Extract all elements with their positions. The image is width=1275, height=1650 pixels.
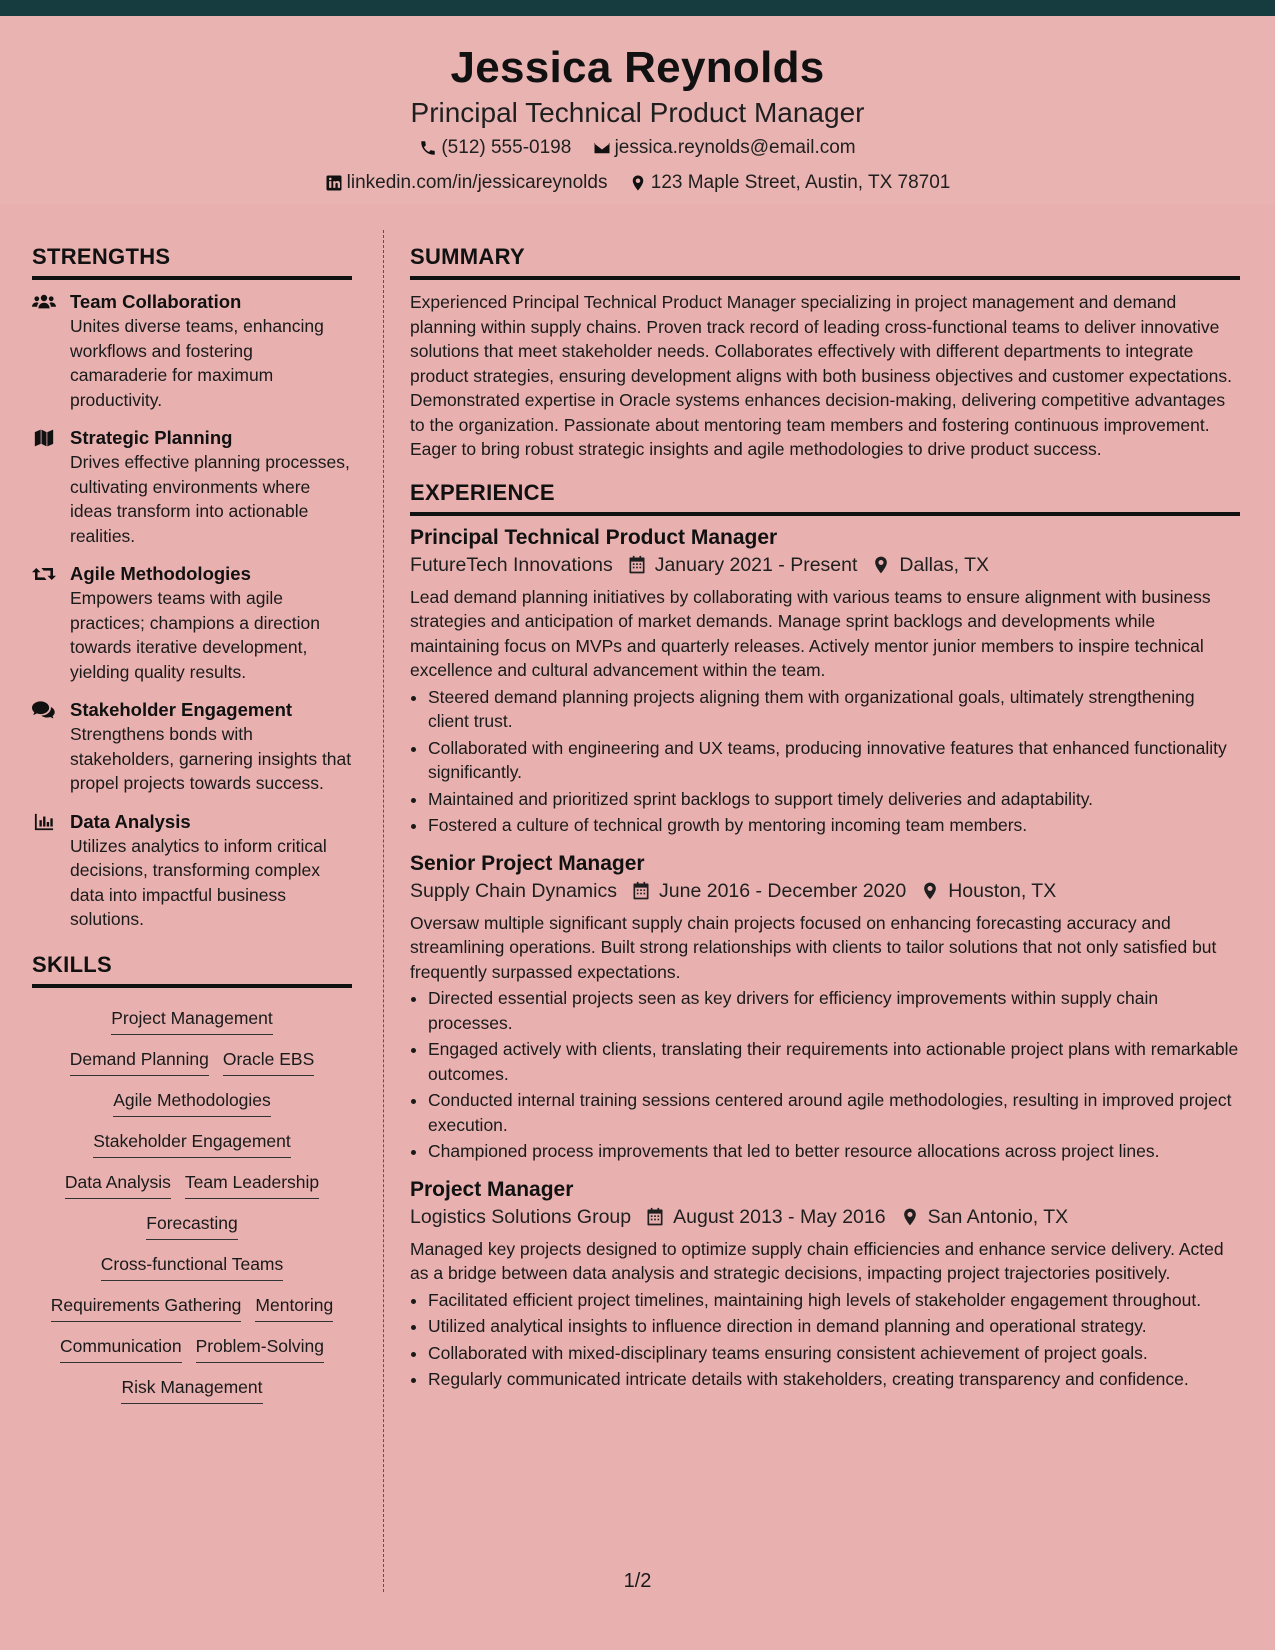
job-location: Dallas, TX (899, 553, 989, 576)
job-bullet: • Fostered a culture of technical growth by mentoring incoming team members. (428, 813, 1240, 838)
chart-bar-icon (32, 812, 56, 832)
calendar-icon (627, 555, 647, 575)
job-company: FutureTech Innovations (410, 553, 613, 576)
job-bullet: • Conducted internal training sessions centered around agile methodologies, resulting in improved project execution. (428, 1088, 1240, 1137)
top-bar (0, 0, 1275, 16)
job-bullets (410, 1288, 1240, 1392)
address-text: 123 Maple Street, Austin, TX 78701 (650, 172, 951, 194)
strength-desc: Strengthens bonds with stakeholders, garnering insights that propel projects towards success. (70, 724, 352, 794)
experience-heading: EXPERIENCE (410, 480, 1240, 516)
job-desc: Lead demand planning initiatives by collaborating with various teams to ensure alignment with business strategies and anticipation of market demands. Manage sprint backlogs and developments while maintaining focus on MVPs and quarterly releases. Actively mentor junior members to inspire technical excellence and cultural advancement within the team. (410, 586, 1211, 680)
column-divider (383, 230, 384, 1592)
skill-tag: Risk Management (121, 1377, 262, 1404)
summary-text: Experienced Principal Technical Product Manager specializing in project management and demand planning within supply chains. Proven track record of leading cross-functional teams to deliver innovative solutions that meet stakeholder needs. Collaborates effectively with different departments to integrate product strategies, ensuring development aligns with both business objectives and customer expectations. Demonstrated expertise in Oracle systems enhances decision-making, delivering competitive advantages to the organization. Passionate about mentoring team members and fostering continuous improvement. Eager to bring robust strategic insights and agile methodologies to drive product success. (410, 292, 1232, 459)
job-bullet: • Facilitated efficient project timelines, maintaining high levels of stakeholder engagement throughout. (428, 1288, 1240, 1313)
calendar-icon (631, 881, 651, 901)
skill-tag: Team Leadership (185, 1172, 319, 1199)
strength-item (32, 290, 352, 412)
phone-icon (419, 139, 437, 157)
skills-heading: SKILLS (32, 952, 352, 988)
map-marker-icon (629, 174, 647, 192)
email[interactable] (593, 136, 856, 161)
job-title: Project Manager (410, 1177, 574, 1201)
job-location: San Antonio, TX (927, 1205, 1069, 1228)
job-dates: June 2016 - December 2020 (659, 879, 907, 902)
skill-tag: Agile Methodologies (113, 1090, 271, 1117)
strength-name: Strategic Planning (70, 427, 233, 449)
strength-name: Agile Methodologies (70, 563, 251, 585)
skill-tag: Demand Planning (70, 1049, 209, 1076)
resume-header (0, 16, 1275, 204)
job-entry (410, 852, 1240, 1164)
job-company: Supply Chain Dynamics (410, 879, 618, 902)
strength-item (32, 562, 352, 684)
job-meta (410, 880, 1240, 903)
right-column (410, 244, 1240, 1406)
job-desc: Oversaw multiple significant supply chain projects focused on enhancing forecasting accuracy and streamlining operations. Built strong relationships with clients to tailor solutions that not only satisfied but frequently surpassed expectations. (410, 912, 1217, 982)
strength-name: Stakeholder Engagement (70, 699, 293, 721)
strength-item (32, 698, 352, 796)
summary-heading: SUMMARY (410, 244, 1240, 280)
linkedin[interactable] (325, 171, 608, 196)
map-icon (32, 428, 56, 448)
skill-tag: Project Management (111, 1008, 272, 1035)
skills-list (32, 998, 352, 1404)
job-title: Principal Technical Product Manager (410, 525, 778, 549)
calendar-icon (645, 1207, 665, 1227)
skill-tag: Problem-Solving (196, 1336, 324, 1363)
job-bullet: • Collaborated with engineering and UX teams, producing innovative features that enhanced functionality significantly. (428, 736, 1240, 785)
retweet-icon (32, 564, 56, 584)
skill-tag: Cross-functional Teams (101, 1254, 284, 1281)
envelope-icon (593, 139, 611, 157)
skill-tag: Data Analysis (65, 1172, 171, 1199)
skill-tag: Forecasting (146, 1213, 237, 1240)
strengths-heading: STRENGTHS (32, 244, 352, 280)
strength-desc: Drives effective planning processes, cultivating environments where ideas transform into actionable realities. (70, 452, 350, 546)
map-marker-icon (920, 881, 940, 901)
job-title: Senior Project Manager (410, 851, 645, 875)
job-company: Logistics Solutions Group (410, 1205, 632, 1228)
comments-icon (32, 700, 56, 720)
job-bullet: • Engaged actively with clients, translating their requirements into actionable project plans with remarkable outcomes. (428, 1037, 1240, 1086)
left-column (32, 244, 352, 1418)
strength-desc: Utilizes analytics to inform critical decisions, transforming complex data into impactful business solutions. (70, 835, 327, 930)
address (629, 171, 951, 196)
email-text[interactable]: jessica.reynolds@email.com (614, 136, 856, 158)
skill-tag: Stakeholder Engagement (93, 1131, 291, 1158)
job-location: Houston, TX (948, 879, 1057, 902)
contact-row-1 (0, 136, 1275, 165)
skill-tag: Communication (60, 1336, 182, 1363)
users-icon (32, 292, 56, 312)
phone-text: (512) 555-0198 (441, 136, 572, 158)
job-entry (410, 1178, 1240, 1392)
map-marker-icon (900, 1207, 920, 1227)
strength-name: Data Analysis (70, 810, 191, 832)
job-bullet: • Utilized analytical insights to influence direction in demand planning and operational strategy. (428, 1314, 1240, 1339)
job-bullets (410, 685, 1240, 838)
job-bullet: • Championed process improvements that led to better resource allocations across project lines. (428, 1139, 1240, 1164)
linkedin-text[interactable]: linkedin.com/in/jessicareynolds (346, 172, 608, 194)
job-bullet: • Collaborated with mixed-disciplinary teams ensuring consistent achievement of project goals. (428, 1341, 1240, 1366)
job-bullets (410, 986, 1240, 1164)
job-entry (410, 526, 1240, 838)
strength-name: Team Collaboration (70, 291, 242, 312)
phone (419, 136, 571, 161)
strength-desc: Empowers teams with agile practices; champions a direction towards iterative development, yielding quality results. (70, 588, 320, 682)
page-number: 1/2 (623, 1570, 652, 1592)
strength-item (32, 810, 352, 932)
skill-tag: Requirements Gathering (51, 1295, 242, 1322)
job-bullet: • Maintained and prioritized sprint backlogs to support timely deliveries and adaptability. (428, 787, 1240, 812)
job-dates: August 2013 - May 2016 (673, 1205, 886, 1228)
job-bullet: • Regularly communicated intricate details with stakeholders, creating transparency and confidence. (428, 1367, 1240, 1392)
skill-tag: Mentoring (255, 1295, 333, 1322)
job-dates: January 2021 - Present (654, 553, 858, 576)
job-meta (410, 1206, 1240, 1229)
linkedin-icon (325, 174, 343, 192)
job-meta (410, 554, 1240, 577)
candidate-name: Jessica Reynolds (450, 43, 825, 92)
contact-row-2 (0, 171, 1275, 200)
strength-item (32, 426, 352, 548)
strength-desc: Unites diverse teams, enhancing workflows and fostering camaraderie for maximum productivity. (70, 316, 324, 410)
job-bullet: • Steered demand planning projects aligning them with organizational goals, ultimately strengthening client trust. (428, 685, 1240, 734)
candidate-title: Principal Technical Product Manager (410, 97, 865, 129)
job-bullet: • Directed essential projects seen as key drivers for efficiency improvements within supply chain processes. (428, 986, 1240, 1035)
skill-tag: Oracle EBS (223, 1049, 314, 1076)
map-marker-icon (871, 555, 891, 575)
job-desc: Managed key projects designed to optimize supply chain efficiencies and enhance service delivery. Acted as a bridge between data analysis and strategic decisions, impacting project trajectories positively. (410, 1238, 1224, 1283)
